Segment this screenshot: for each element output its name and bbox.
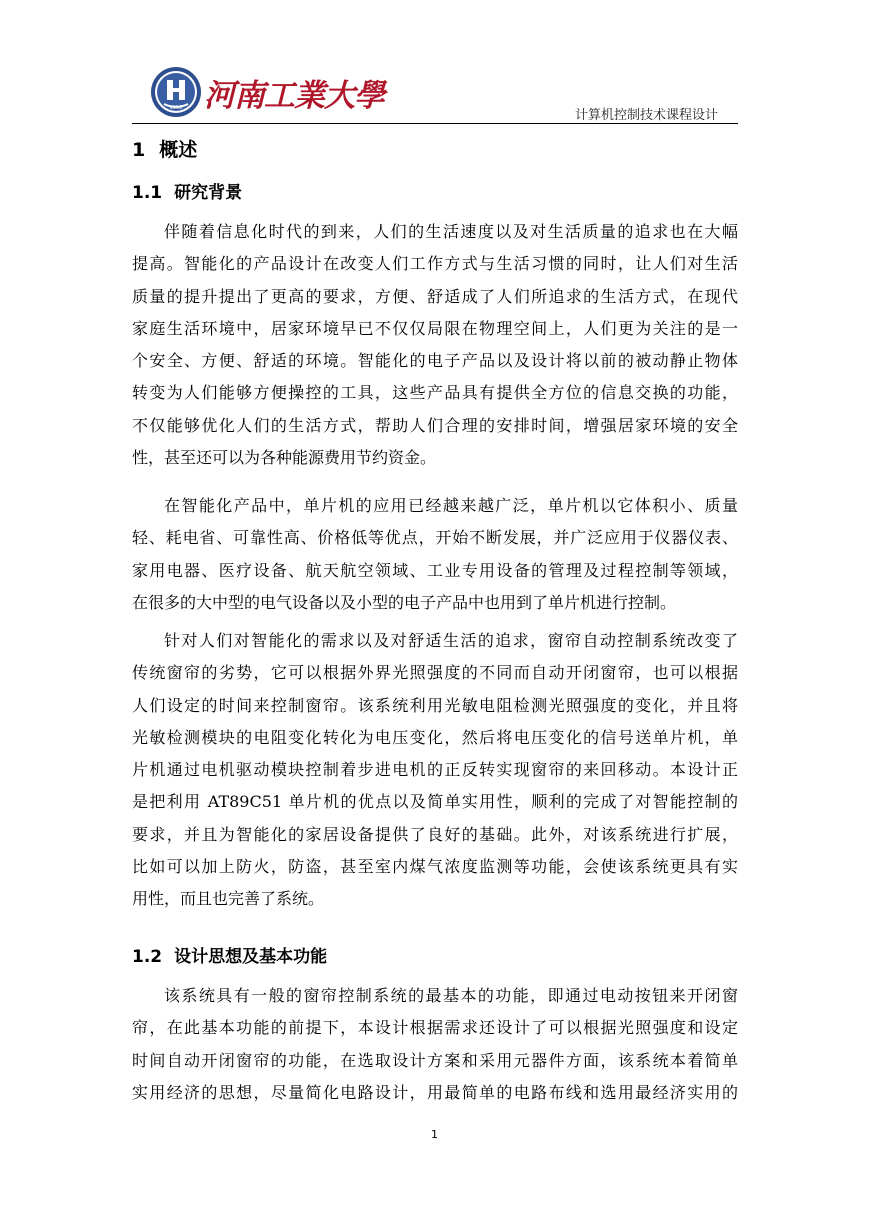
section-number: 1 [132, 139, 146, 161]
text-line: 在智能化产品中，单片机的应用已经越来越广泛，单片机以它体积小、质量 [164, 496, 738, 515]
text-line: 传统窗帘的劣势，它可以根据外界光照强度的不同而自动开闭窗帘，也可以根据 [132, 663, 738, 683]
text-line: 伴随着信息化时代的到来，人们的生活速度以及对生活质量的追求也在大幅 [164, 222, 738, 241]
text-line: 比如可以加上防火，防盗，甚至室内煤气浓度监测等功能，会使该系统更具有实 [132, 857, 738, 877]
text-line: 转变为人们能够方便操控的工具，这些产品具有提供全方位的信息交换的功能， [132, 383, 738, 403]
text-line: 帘，在此基本功能的前提下，本设计根据需求还设计了可以根据光照强度和设定 [132, 1018, 738, 1038]
text-line: 不仅能够优化人们的生活方式，帮助人们合理的安排时间，增强居家环境的安全 [132, 415, 738, 435]
paragraph-background-3 [132, 625, 738, 916]
page-header [132, 62, 738, 124]
text-line: 性，甚至还可以为各种能源费用节约资金。 [132, 448, 437, 468]
text-line: 光敏检测模块的电阻变化转化为电压变化，然后将电压变化的信号送单片机，单 [132, 727, 738, 747]
page-number: 1 [431, 1128, 438, 1141]
section-heading-1-2 [132, 944, 327, 970]
text-line: 是把利用 AT89C51 单片机的优点以及简单实用性，顺利的完成了对智能控制的 [132, 792, 738, 812]
text-line: 片机通过电机驱动模块控制着步进电机的正反转实现窗帘的来回移动。本设计正 [132, 760, 738, 780]
text-line: 要求，并且为智能化的家居设备提供了良好的基础。此外，对该系统进行扩展， [132, 824, 738, 844]
section-title: 研究背景 [174, 183, 243, 203]
text-line: 家用电器、医疗设备、航天航空领域、工业专用设备的管理及过程控制等领域， [132, 560, 738, 580]
text-line: 家庭生活环境中，居家环境早已不仅仅局限在物理空间上，人们更为关注的是一 [132, 318, 738, 338]
text-line: 针对人们对智能化的需求以及对舒适生活的追求，窗帘自动控制系统改变了 [164, 631, 738, 650]
seal-year: 1956 [169, 105, 183, 111]
text-line: 个安全、方便、舒适的环境。智能化的电子产品以及设计将以前的被动静止物体 [132, 351, 738, 371]
text-line: 用性，而且也完善了系统。 [132, 889, 325, 909]
header-divider [132, 123, 738, 124]
text-line: 在很多的大中型的电气设备以及小型的电子产品中也用到了单片机进行控制。 [132, 592, 677, 612]
text-line: 实用经济的思想，尽量简化电路设计，用最简单的电路布线和选用最经济实用的 [132, 1082, 738, 1102]
paragraph-design-1 [132, 980, 738, 1109]
text-line: 提高。智能化的产品设计在改变人们工作方式与生活习惯的同时，让人们对生活 [132, 254, 738, 274]
university-seal-icon [150, 66, 202, 118]
text-line: 人们设定的时间来控制窗帘。该系统利用光敏电阻检测光照强度的变化，并且将 [132, 695, 738, 715]
section-number: 1.1 [132, 183, 163, 203]
text-line: 时间自动开闭窗帘的功能，在选取设计方案和采用元器件方面，该系统本着简单 [132, 1050, 738, 1070]
university-logo-text: 河南工業大學 [204, 78, 384, 114]
section-heading-1-1 [132, 180, 242, 206]
text-line: 轻、耗电省、可靠性高、价格低等优点，开始不断发展，并广泛应用于仪器仪表、 [132, 528, 738, 548]
section-heading-1 [132, 136, 197, 164]
section-title: 概述 [159, 139, 198, 161]
course-title: 计算机控制技术课程设计 [574, 108, 718, 123]
text-line: 质量的提升提出了更高的要求，方便、舒适成了人们所追求的生活方式，在现代 [132, 286, 738, 306]
paragraph-background-2 [132, 490, 738, 619]
paragraph-background-1 [132, 216, 738, 474]
section-title: 设计思想及基本功能 [174, 947, 328, 967]
section-number: 1.2 [132, 947, 163, 967]
text-line: 该系统具有一般的窗帘控制系统的最基本的功能，即通过电动按钮来开闭窗 [164, 986, 738, 1005]
